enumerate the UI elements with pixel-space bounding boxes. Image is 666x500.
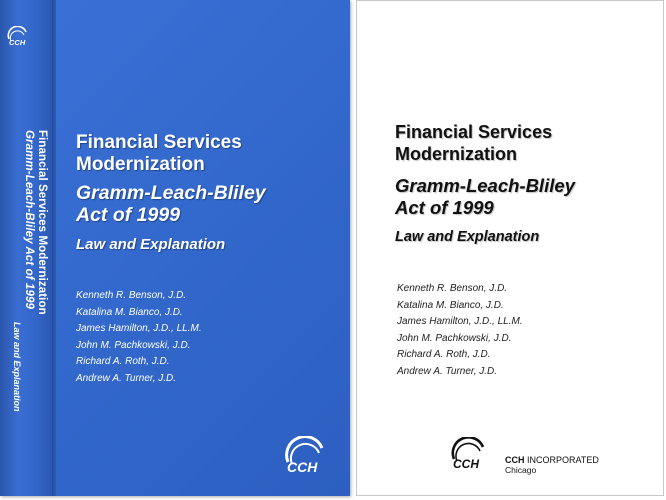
title-page-author-list <box>397 281 523 380</box>
cover-author-list <box>76 288 202 387</box>
cover-author: Richard A. Roth, J.D. <box>76 356 170 367</box>
title-page-author: Kenneth R. Benson, J.D. <box>397 283 508 294</box>
book-spine <box>0 0 52 496</box>
cover-author: Kenneth R. Benson, J.D. <box>76 290 187 301</box>
cover-title-line1: Financial Services <box>76 132 242 153</box>
publisher-imprint <box>505 455 599 475</box>
cch-logo-icon <box>449 437 489 471</box>
cover-logo-text: CCH <box>287 459 318 475</box>
title-page-author: Andrew A. Turner, J.D. <box>397 365 498 377</box>
title-page-author: John M. Pachkowski, J.D. <box>397 332 512 344</box>
spine-title: Financial Services Modernization <box>36 130 48 315</box>
cover-subtitle: Law and Explanation <box>76 236 226 253</box>
title-page-act-line2: Act of 1999 <box>395 197 494 218</box>
cover-act-title <box>76 182 266 226</box>
publisher-name: INCORPORATED <box>527 455 599 465</box>
title-page-subtitle: Law and Explanation <box>395 229 540 245</box>
title-page-author: Richard A. Roth, J.D. <box>397 349 491 360</box>
title-page-logo-text: CCH <box>453 457 479 471</box>
title-page-act-title <box>395 175 575 219</box>
title-page-act-line1: Gramm-Leach-Bliley <box>395 175 575 196</box>
publisher-city: Chicago <box>505 465 537 475</box>
cover-act-line2: Act of 1999 <box>76 204 181 226</box>
title-page-title-line2: Modernization <box>395 144 517 164</box>
spine-subtitle: Law and Explanation <box>12 322 22 412</box>
title-page-title-line1: Financial Services <box>395 122 553 142</box>
title-page-author: Katalina M. Bianco, J.D. <box>397 299 504 311</box>
spine-text-block <box>12 130 48 460</box>
cover-title-line2: Modernization <box>76 154 205 175</box>
spine-act-title: Gramm-Leach-Bliley Act of 1999 <box>23 130 35 309</box>
cover-act-line1: Gramm-Leach-Bliley <box>76 182 266 204</box>
cover-author: Andrew A. Turner, J.D. <box>76 372 177 384</box>
spine-logo-text: CCH <box>9 38 26 47</box>
cch-logo-icon <box>282 436 330 476</box>
cover-author: Katalina M. Bianco, J.D. <box>76 306 183 318</box>
title-page-author: James Hamilton, J.D., LL.M. <box>397 316 523 327</box>
cover-author: John M. Pachkowski, J.D. <box>76 339 191 351</box>
cover-author: James Hamilton, J.D., LL.M. <box>76 323 202 334</box>
publisher-brand: CCH <box>505 455 525 465</box>
cover-title <box>76 132 242 176</box>
title-page-title <box>395 121 552 165</box>
title-page <box>356 0 664 496</box>
cch-logo-icon <box>6 26 30 48</box>
